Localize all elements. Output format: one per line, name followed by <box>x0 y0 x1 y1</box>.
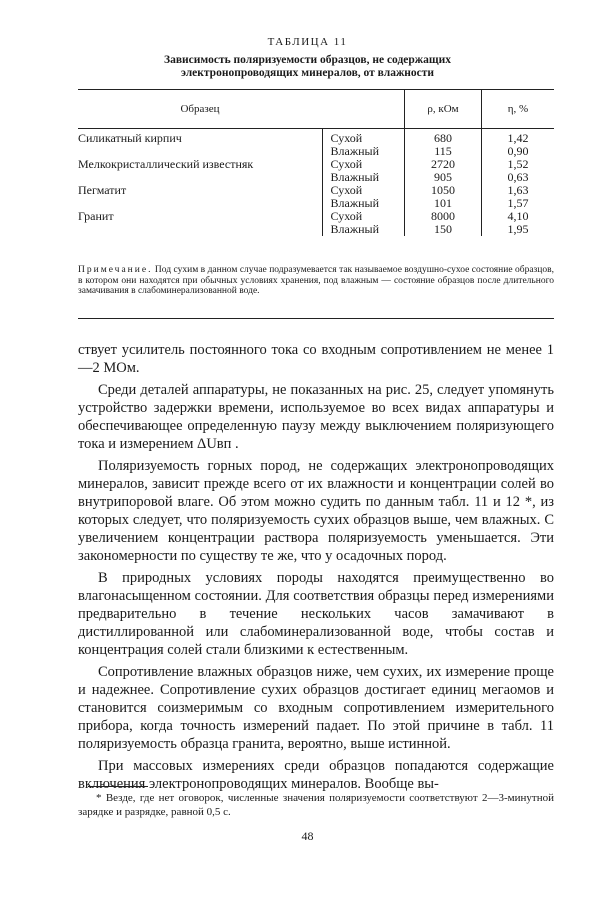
paragraph: ствует усилитель постоянного тока со входным сопротивлением не менее 1—2 МОм. <box>78 342 554 376</box>
header-sample: Образец <box>78 90 322 129</box>
sample-name: Пегматит <box>78 183 127 197</box>
table-note <box>78 265 554 297</box>
rho-cell: 115 <box>405 145 482 158</box>
sample-name: Гранит <box>78 209 114 223</box>
rho-cell: 905 <box>405 171 482 184</box>
sample-name: Мелкокристаллический известняк <box>78 157 254 171</box>
note-lead: Примечание. <box>78 265 153 275</box>
eta-cell: 4,10 <box>482 210 555 223</box>
eta-cell: 1,63 <box>482 184 555 197</box>
eta-cell: 0,63 <box>482 171 555 184</box>
state-cell: Сухой <box>322 210 405 223</box>
eta-cell: 1,52 <box>482 158 555 171</box>
footnote: * Везде, где нет оговорок, численные значения поляризуемости соответствуют 2—3-минутной зарядке и разрядке, равной 0,5 с. <box>78 792 554 818</box>
state-cell: Влажный <box>322 223 405 236</box>
table-row <box>78 210 554 223</box>
rho-cell: 1050 <box>405 184 482 197</box>
header-eta: η, % <box>482 90 555 129</box>
header-rho: ρ, кОм <box>405 90 482 129</box>
state-cell: Сухой <box>322 158 405 171</box>
header-state <box>322 90 405 129</box>
paragraph: Среди деталей аппаратуры, не показанных на рис. 25, следует упомянуть устройство задержки времени, используемое во всех видах аппаратуры и обеспечивающее определенную паузу между выключением поляризующего тока и измерением ΔUвп . <box>78 382 554 452</box>
table-label: ТАБЛИЦА 11 <box>267 36 348 48</box>
state-cell: Влажный <box>322 171 405 184</box>
state-cell: Влажный <box>322 145 405 158</box>
paragraph: Сопротивление влажных образцов ниже, чем сухих, их измерение проще и надежнее. Сопротивление сухих образцов достигает единиц мегаомов и становится соизмеримым со входным сопротивлением измерительного прибора, когда точность измерений падает. По этой причине в табл. 11 поляризуемость образца гранита, вероятно, выше истинной. <box>78 664 554 752</box>
table-caption: Зависимость поляризуемости образцов, не содержащих электронопроводящих минералов, от влажности <box>164 54 451 79</box>
polarizability-table <box>78 90 554 236</box>
state-cell: Влажный <box>322 197 405 210</box>
eta-cell: 0,90 <box>482 145 555 158</box>
footnote-rule <box>88 786 148 787</box>
paragraph: При массовых измерениях среди образцов попадаются содержащие включения электронопроводящих минералов. Вообще вы- <box>78 758 554 792</box>
rho-cell: 150 <box>405 223 482 236</box>
table-row <box>78 129 554 146</box>
table-bottom-rule <box>78 318 554 319</box>
eta-cell: 1,95 <box>482 223 555 236</box>
eta-cell: 1,57 <box>482 197 555 210</box>
state-cell: Сухой <box>322 129 405 146</box>
body-text <box>78 341 554 797</box>
paragraph: В природных условиях породы находятся преимущественно во влагонасыщенном состоянии. Для соответствия образцы перед измерениями предварительно в течение нескольких часов замачивают в дистиллированной или слабоминерализованной воде, чтобы состав и концентрация солей стали близкими к естественным. <box>78 570 554 658</box>
rho-cell: 8000 <box>405 210 482 223</box>
rho-cell: 680 <box>405 129 482 146</box>
paragraph: Поляризуемость горных пород, не содержащих электронопроводящих минералов, зависит прежде всего от их влажности и концентрации солей во внутрипоровой влаге. Об этом можно судить по данным табл. 11 и 12 *, из которых следует, что поляризуемость сухих образцов выше, чем влажных. С увеличением концентрации раствора поляризуемость уменьшается. Эти закономерности по существу те же, что у осадочных пород. <box>78 458 554 564</box>
table-row <box>78 158 554 171</box>
state-cell: Сухой <box>322 184 405 197</box>
page-number: 48 <box>301 829 314 843</box>
table-header-row <box>78 90 554 129</box>
rho-cell: 101 <box>405 197 482 210</box>
table-row <box>78 184 554 197</box>
rho-cell: 2720 <box>405 158 482 171</box>
eta-cell: 1,42 <box>482 129 555 146</box>
sample-name: Силикатный кирпич <box>78 131 182 145</box>
note-text: Под сухим в данном случае подразумевается так называемое воздушно-сухое состояние образцов, в котором они находятся при обычных условиях хранения, под влажным — состояние образцов после длительного замачивания в слабоминерализованной воде. <box>78 265 555 296</box>
